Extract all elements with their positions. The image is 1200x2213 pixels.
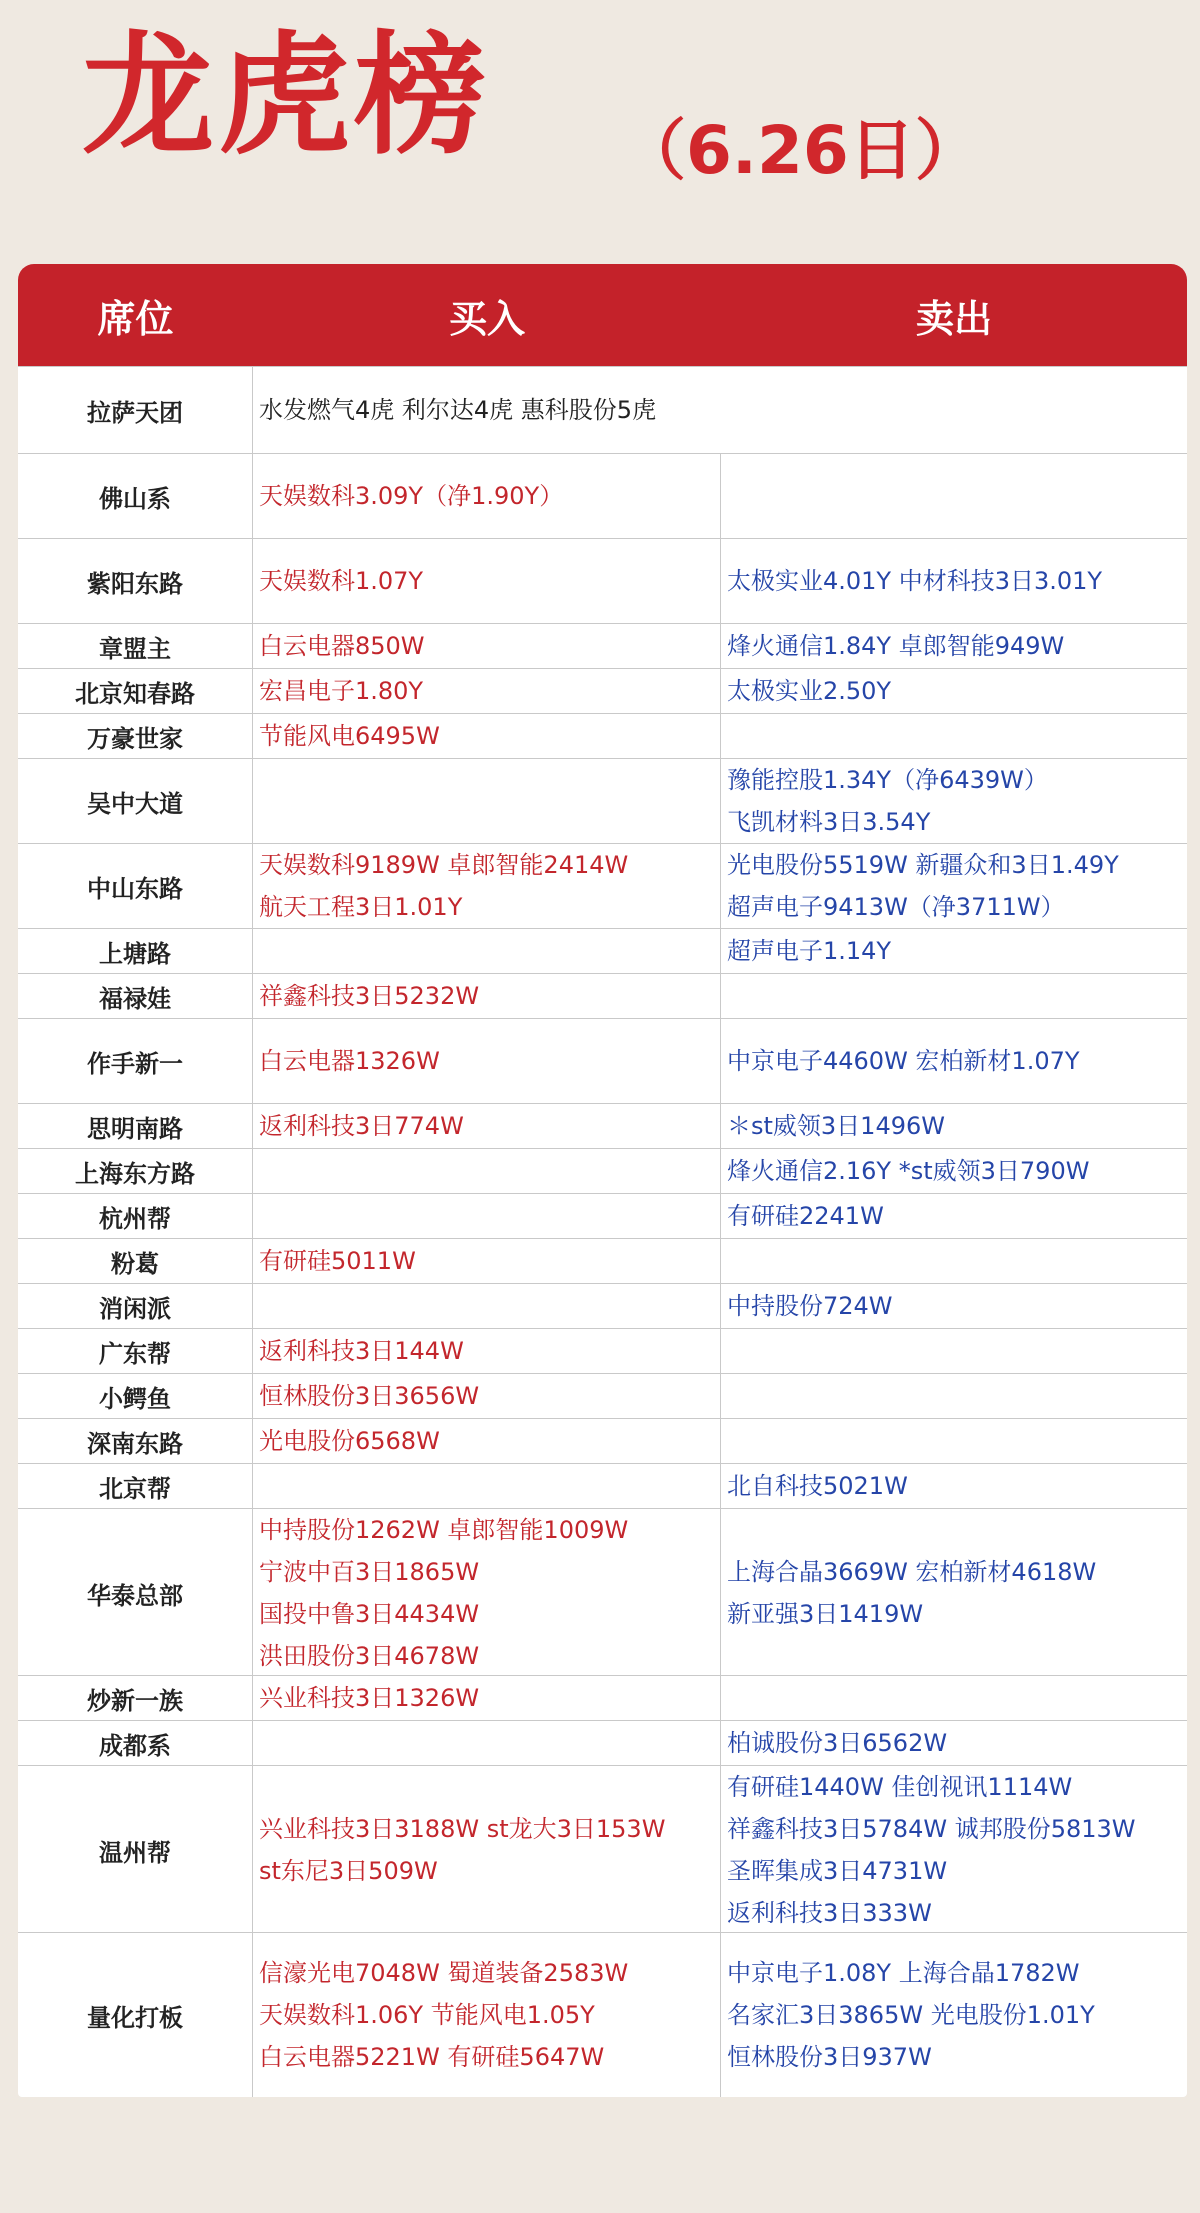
buy-entry: st东尼3日509W: [259, 1857, 438, 1885]
seat-name: 华泰总部: [18, 1509, 253, 1677]
table-row: [18, 1765, 1187, 1932]
buy-entry: 白云电器1326W: [259, 1047, 440, 1075]
buy-entry: 白云电器850W: [259, 632, 425, 660]
buy-entry: 兴业科技3日3188W st龙大3日153W: [259, 1815, 666, 1843]
seat-name: 福禄娃: [18, 974, 253, 1018]
buy-cell: [253, 1676, 721, 1720]
sell-cell: [721, 669, 1187, 713]
seat-name: 粉葛: [18, 1239, 253, 1283]
sell-cell: [721, 1329, 1187, 1373]
buy-entry: 洪田股份3日4678W: [259, 1642, 480, 1670]
sell-entry: 烽火通信1.84Y 卓郎智能949W: [727, 632, 1065, 660]
buy-entry: 返利科技3日144W: [259, 1337, 464, 1365]
buy-cell: [253, 669, 721, 713]
table-row: [18, 1018, 1187, 1103]
sell-entry: 圣晖集成3日4731W: [727, 1857, 948, 1885]
sell-entry: ＊st威领3日1496W: [727, 1112, 945, 1140]
sell-cell: [721, 974, 1187, 1018]
sell-entry: 飞凯材料3日3.54Y: [727, 808, 931, 836]
seat-name: 杭州帮: [18, 1194, 253, 1238]
table-row: [18, 668, 1187, 713]
sell-cell: [721, 1104, 1187, 1148]
sell-entry: 名家汇3日3865W 光电股份1.01Y: [727, 2001, 1095, 2029]
sell-entry: 上海合晶3669W 宏柏新材4618W: [727, 1558, 1097, 1586]
column-header-seat: 席位: [97, 296, 174, 341]
seat-name: 吴中大道: [18, 759, 253, 843]
buy-entry: 恒林股份3日3656W: [259, 1382, 480, 1410]
table-row: [18, 1932, 1187, 2097]
seat-name: 作手新一: [18, 1019, 253, 1103]
buy-entry: 航天工程3日1.01Y: [259, 893, 463, 921]
seat-name: 小鳄鱼: [18, 1374, 253, 1418]
buy-cell: [253, 454, 721, 538]
table-header: [18, 264, 1187, 366]
buy-entry: 中持股份1262W 卓郎智能1009W: [259, 1516, 629, 1544]
buy-entry: 白云电器5221W 有研硅5647W: [259, 2043, 605, 2071]
seat-name: 中山东路: [18, 844, 253, 928]
buy-entry: 光电股份6568W: [259, 1427, 440, 1455]
buy-entry: 水发燃气4虎 利尔达4虎 惠科股份5虎: [259, 396, 657, 424]
table-row: [18, 1675, 1187, 1720]
table-row: [18, 1148, 1187, 1193]
table-row: [18, 713, 1187, 758]
buy-cell: [253, 1509, 721, 1677]
sell-cell: [721, 1676, 1187, 1720]
sell-cell: [721, 1419, 1187, 1463]
sell-entry: 中京电子4460W 宏柏新材1.07Y: [727, 1047, 1080, 1075]
buy-cell: [253, 1194, 721, 1238]
table-row: [18, 1463, 1187, 1508]
table-row: [18, 1283, 1187, 1328]
seat-name: 广东帮: [18, 1329, 253, 1373]
buy-entry: 天娱数科3.09Y（净1.90Y）: [259, 482, 564, 510]
seat-name: 成都系: [18, 1721, 253, 1765]
table-row: [18, 758, 1187, 843]
table-row: [18, 973, 1187, 1018]
sell-entry: 北自科技5021W: [727, 1472, 908, 1500]
seat-name: 上塘路: [18, 929, 253, 973]
table-row: [18, 1418, 1187, 1463]
table-row: [18, 1103, 1187, 1148]
table-row: [18, 1238, 1187, 1283]
sell-cell: [721, 539, 1187, 623]
buy-cell: [253, 1239, 721, 1283]
buy-cell: [253, 759, 721, 843]
sell-cell: [721, 1374, 1187, 1418]
buy-cell: [253, 1104, 721, 1148]
sell-cell: [721, 929, 1187, 973]
seat-name: 炒新一族: [18, 1676, 253, 1720]
table-row: [18, 366, 1187, 453]
sell-cell: [721, 714, 1187, 758]
sell-cell: [721, 1194, 1187, 1238]
table-row: [18, 1373, 1187, 1418]
seat-name: 紫阳东路: [18, 539, 253, 623]
seat-name: 深南东路: [18, 1419, 253, 1463]
sell-entry: 超声电子9413W（净3711W）: [727, 893, 1065, 921]
buy-cell: [253, 1766, 721, 1934]
sell-entry: 光电股份5519W 新疆众和3日1.49Y: [727, 851, 1119, 879]
sell-cell: [721, 1766, 1187, 1934]
buy-entry: 返利科技3日774W: [259, 1112, 464, 1140]
sell-entry: 新亚强3日1419W: [727, 1600, 924, 1628]
buy-cell: [253, 1374, 721, 1418]
table-row: [18, 623, 1187, 668]
buy-entry: 信濠光电7048W 蜀道装备2583W: [259, 1959, 629, 1987]
sell-entry: 豫能控股1.34Y（净6439W）: [727, 766, 1048, 794]
sell-entry: 中持股份724W: [727, 1292, 893, 1320]
seat-name: 北京知春路: [18, 669, 253, 713]
buy-cell: [253, 624, 721, 668]
sell-cell: [721, 844, 1187, 928]
buy-cell: [253, 1464, 721, 1508]
buy-entry: 天娱数科1.07Y: [259, 567, 424, 595]
sell-entry: 中京电子1.08Y 上海合晶1782W: [727, 1959, 1080, 1987]
sell-cell: [721, 1509, 1187, 1677]
column-header-buy: 买入: [448, 296, 525, 341]
buy-entry: 有研硅5011W: [259, 1247, 416, 1275]
sell-cell: [721, 759, 1187, 843]
dragon-tiger-table: [18, 264, 1187, 2097]
page-date: （6.26日）: [620, 112, 981, 189]
sell-entry: 柏诚股份3日6562W: [727, 1729, 948, 1757]
column-header-sell: 卖出: [915, 296, 992, 341]
buy-entry: 节能风电6495W: [259, 722, 440, 750]
seat-name: 思明南路: [18, 1104, 253, 1148]
sell-entry: 超声电子1.14Y: [727, 937, 892, 965]
buy-entry: 天娱数科9189W 卓郎智能2414W: [259, 851, 629, 879]
sell-entry: 太极实业4.01Y 中材科技3日3.01Y: [727, 567, 1103, 595]
table-row: [18, 843, 1187, 928]
buy-entry: 天娱数科1.06Y 节能风电1.05Y: [259, 2001, 595, 2029]
buy-entry: 祥鑫科技3日5232W: [259, 982, 480, 1010]
table-row: [18, 453, 1187, 538]
buy-cell: [253, 1933, 721, 2097]
buy-cell: [253, 539, 721, 623]
buy-entry: 国投中鲁3日4434W: [259, 1600, 480, 1628]
sell-entry: 返利科技3日333W: [727, 1899, 932, 1927]
sell-cell: [721, 1239, 1187, 1283]
seat-name: 北京帮: [18, 1464, 253, 1508]
buy-cell: [253, 844, 721, 928]
buy-cell: [253, 367, 1187, 453]
buy-cell: [253, 1721, 721, 1765]
buy-cell: [253, 1284, 721, 1328]
buy-cell: [253, 1419, 721, 1463]
sell-entry: 祥鑫科技3日5784W 诚邦股份5813W: [727, 1815, 1136, 1843]
sell-entry: 有研硅1440W 佳创视讯1114W: [727, 1773, 1073, 1801]
seat-name: 章盟主: [18, 624, 253, 668]
sell-cell: [721, 1721, 1187, 1765]
buy-entry: 宁波中百3日1865W: [259, 1558, 480, 1586]
sell-cell: [721, 1284, 1187, 1328]
table-row: [18, 1720, 1187, 1765]
table-body: [18, 366, 1187, 2097]
buy-cell: [253, 1329, 721, 1373]
seat-name: 温州帮: [18, 1766, 253, 1934]
table-row: [18, 538, 1187, 623]
sell-entry: 烽火通信2.16Y *st威领3日790W: [727, 1157, 1090, 1185]
table-row: [18, 1508, 1187, 1675]
table-row: [18, 1328, 1187, 1373]
buy-cell: [253, 974, 721, 1018]
page-title: 龙虎榜: [82, 19, 490, 173]
sell-entry: 太极实业2.50Y: [727, 677, 892, 705]
sell-cell: [721, 1149, 1187, 1193]
buy-cell: [253, 1019, 721, 1103]
sell-cell: [721, 1464, 1187, 1508]
seat-name: 万豪世家: [18, 714, 253, 758]
seat-name: 佛山系: [18, 454, 253, 538]
seat-name: 量化打板: [18, 1933, 253, 2097]
seat-name: 拉萨天团: [18, 367, 253, 453]
sell-cell: [721, 1019, 1187, 1103]
sell-entry: 恒林股份3日937W: [727, 2043, 932, 2071]
seat-name: 消闲派: [18, 1284, 253, 1328]
buy-cell: [253, 714, 721, 758]
table-row: [18, 1193, 1187, 1238]
buy-cell: [253, 1149, 721, 1193]
sell-cell: [721, 454, 1187, 538]
table-row: [18, 928, 1187, 973]
buy-cell: [253, 929, 721, 973]
sell-cell: [721, 624, 1187, 668]
seat-name: 上海东方路: [18, 1149, 253, 1193]
buy-entry: 宏昌电子1.80Y: [259, 677, 424, 705]
buy-entry: 兴业科技3日1326W: [259, 1684, 480, 1712]
sell-entry: 有研硅2241W: [727, 1202, 884, 1230]
sell-cell: [721, 1933, 1187, 2097]
